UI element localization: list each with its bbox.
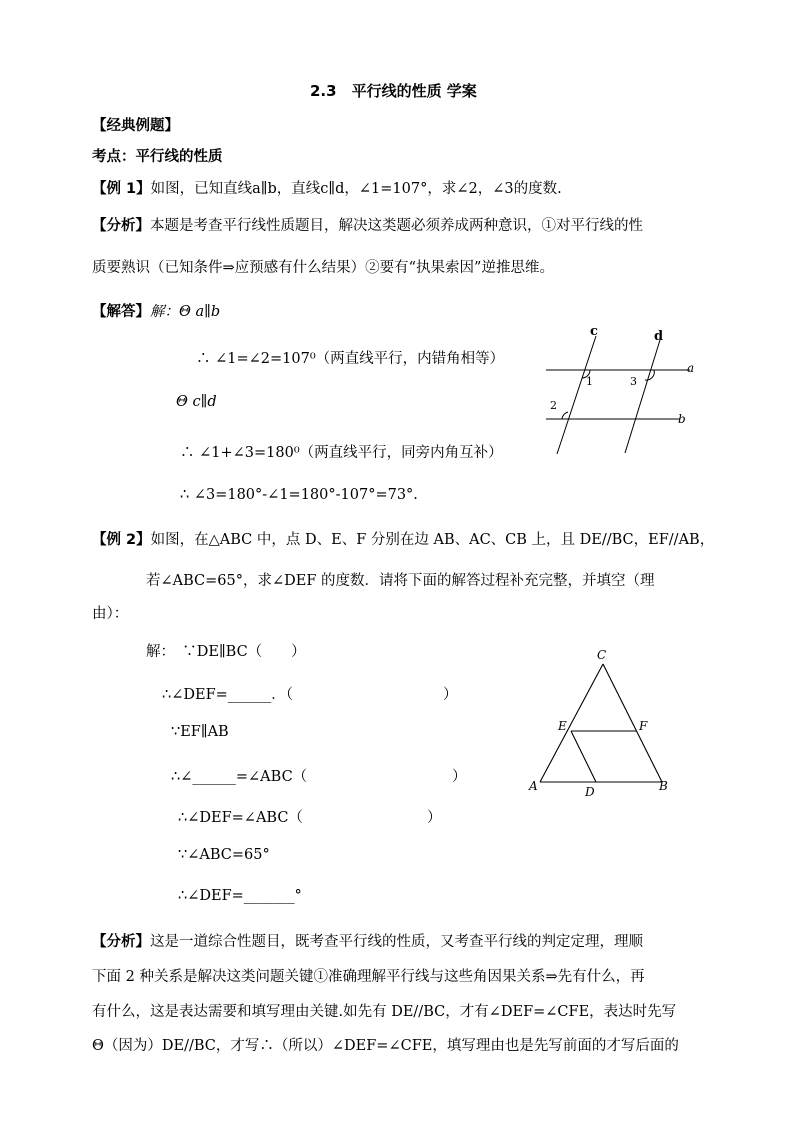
label-d: d bbox=[654, 329, 664, 344]
line-d bbox=[625, 340, 660, 453]
example-1-tag: 【例 1】 bbox=[92, 181, 151, 197]
solution-1-line-3: ∴ ∠1+∠3=180⁰（两直线平行，同旁内角互补） bbox=[180, 445, 503, 461]
analysis-2-line-4: Θ（因为）DE//BC，才写∴（所以）∠DEF=∠CFE，填写理由也是先写前面的才写后面的 bbox=[92, 1038, 679, 1054]
analysis-2-line-3: 有什么，这是表达需要和填写理由关键.如先有 DE//BC，才有∠DEF=∠CFE，表达时先写 bbox=[92, 1004, 677, 1020]
example-1 bbox=[92, 177, 562, 198]
side-bc bbox=[603, 664, 662, 782]
example-2-tag: 【例 2】 bbox=[92, 532, 151, 548]
solution-1-line-2: Θ c∥d bbox=[176, 394, 217, 410]
solution-1-line-1: ∴ ∠1=∠2=107⁰（两直线平行，内错角相等） bbox=[196, 351, 505, 367]
solution-2-line-1b: ） bbox=[443, 687, 458, 703]
analysis-1-text-1: 本题是考查平行线性质题目，解决这类题必须养成两种意识，①对平行线的性 bbox=[150, 218, 643, 234]
label-C: C bbox=[597, 648, 607, 662]
section-heading: 【经典例题】 bbox=[92, 118, 179, 134]
analysis-2-tag: 【分析】 bbox=[92, 934, 150, 950]
label-A: A bbox=[529, 779, 538, 793]
solution-2-line-2: ∵EF∥AB bbox=[171, 724, 229, 740]
example-1-text: 如图，已知直线a∥b，直线c∥d，∠1=107°，求∠2，∠3的度数. bbox=[150, 181, 562, 197]
page-title: 2.3 平行线的性质 学案 bbox=[310, 82, 477, 100]
example-2-text-1: 如图，在△ABC 中，点 D、E、F 分别在边 AB、AC、CB 上，且 DE//BC，EF//AB， bbox=[150, 532, 715, 548]
example-2-line-2: 若∠ABC=65°，求∠DEF 的度数．请将下面的解答过程补充完整，并填空（理 bbox=[146, 573, 655, 589]
segment-ed bbox=[571, 731, 596, 782]
analysis-2-line-2: 下面 2 种关系是解决这类问题关键①准确理解平行线与这些角因果关系⇒先有什么，再 bbox=[92, 969, 645, 985]
figure-1-parallel-lines bbox=[530, 320, 710, 460]
solution-2-line-3b: ） bbox=[452, 769, 467, 785]
analysis-2-line-1 bbox=[92, 930, 643, 951]
label-1: 1 bbox=[586, 375, 593, 388]
solution-1-line-4: ∴ ∠3=180°-∠1=180°-107°=73°. bbox=[180, 487, 418, 503]
angle-2-arc bbox=[562, 412, 568, 419]
solution-1-text-0: 解：Θ a∥b bbox=[150, 304, 221, 320]
analysis-1-line-2: 质要熟识（已知条件⇒应预感有什么结果）②要有“执果索因”逆推思维。 bbox=[92, 260, 554, 276]
figure-2-triangle bbox=[525, 642, 685, 802]
solution-1-line-0 bbox=[92, 300, 220, 321]
example-2-line-1 bbox=[92, 528, 714, 549]
label-2: 2 bbox=[550, 399, 557, 412]
label-F: F bbox=[639, 719, 648, 733]
line-c bbox=[557, 336, 596, 454]
label-3: 3 bbox=[630, 375, 637, 388]
solution-2-line-4a: ∴∠DEF=∠ABC（ bbox=[178, 810, 303, 826]
example-2-line-3: 由）： bbox=[92, 606, 129, 622]
solution-2-line-3a: ∴∠______=∠ABC（ bbox=[171, 769, 308, 785]
solution-2-line-5: ∵∠ABC=65° bbox=[178, 847, 270, 863]
label-E: E bbox=[558, 719, 567, 733]
kaodian-heading: 考点：平行线的性质 bbox=[92, 149, 223, 165]
solution-1-tag: 【解答】 bbox=[92, 304, 150, 320]
analysis-2-text-1: 这是一道综合性题目，既考查平行线的性质，又考查平行线的判定定理，理顺 bbox=[150, 934, 643, 950]
solution-2-line-0: 解： ∵DE∥BC（ ） bbox=[146, 644, 306, 660]
side-ac bbox=[540, 664, 603, 782]
solution-2-line-4b: ） bbox=[427, 810, 442, 826]
solution-2-line-6: ∴∠DEF=_______° bbox=[178, 888, 302, 904]
solution-2-line-1a: ∴∠DEF=______．（ bbox=[162, 687, 294, 703]
label-B: B bbox=[659, 779, 668, 793]
label-D: D bbox=[585, 785, 595, 799]
label-b: b bbox=[678, 412, 686, 426]
analysis-1-tag: 【分析】 bbox=[92, 218, 150, 234]
label-a: a bbox=[687, 361, 695, 375]
label-c: c bbox=[590, 324, 598, 339]
analysis-1-line-1 bbox=[92, 214, 643, 235]
